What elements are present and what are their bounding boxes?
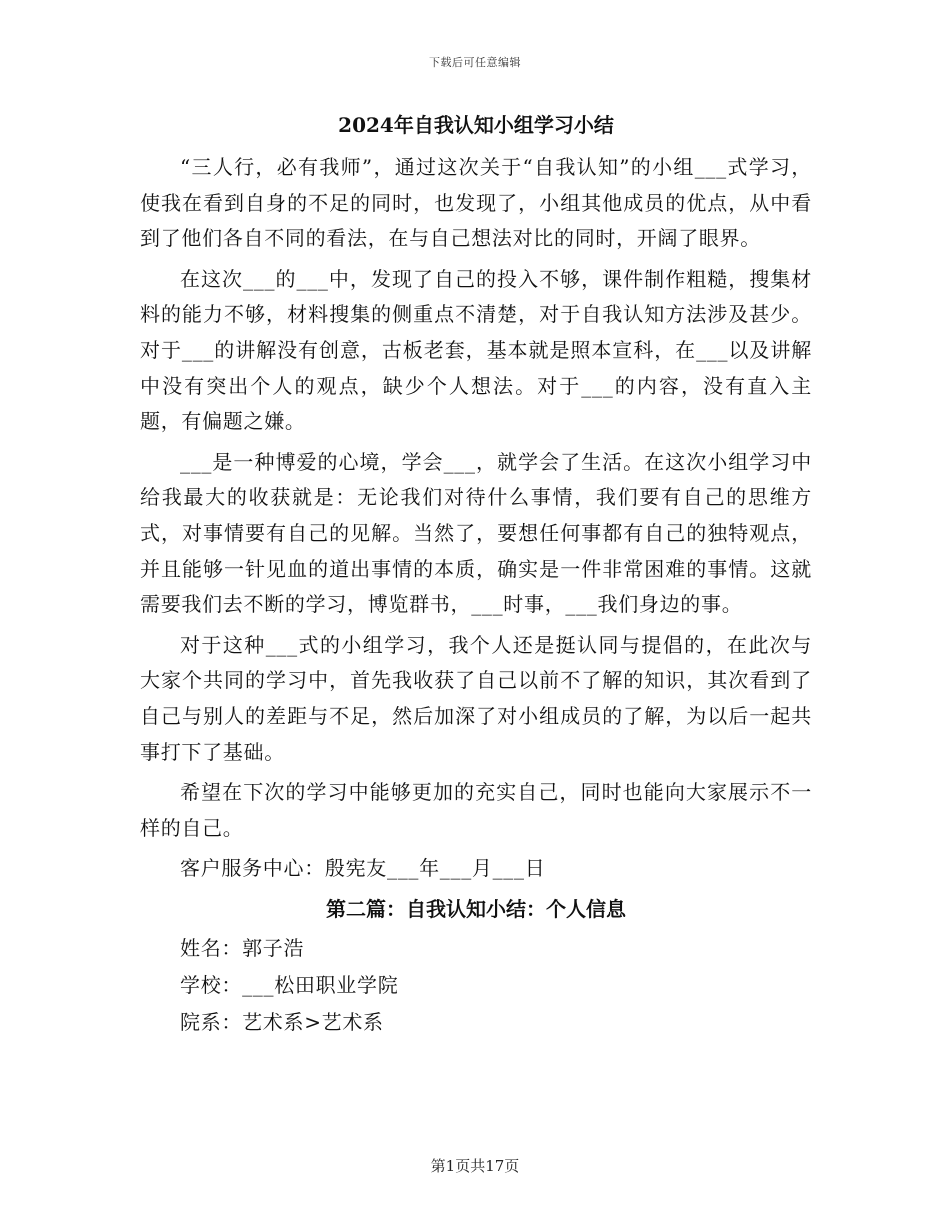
section-2-title: 第二篇：自我认知小结：个人信息 <box>326 896 626 921</box>
paragraph-5: 希望在下次的学习中能够更加的充实自己，同时也能向大家展示不一样的自己。 <box>140 780 812 840</box>
paragraph-3: ___是一种博爱的心境，学会___，就学会了生活。在这次小组学习中给我最大的收获就是：无论我们对待什么事情，我们要有自己的思维方式，对事情要有自己的见解。当然了，要想任何事都有自己的独特观点，并且能够一针见血的道出事情的本质，确实是一件非常困难的事情。这就需要我们去不断的学习，博览群书，___时事，___我们身边的事。 <box>140 449 812 617</box>
info-school: 学校：___松田职业学院 <box>180 973 399 998</box>
document-body <box>140 110 812 1043</box>
info-department: 院系：艺术系>艺术系 <box>180 1010 384 1035</box>
paragraph-1: “三人行，必有我师”，通过这次关于“自我认知”的小组___式学习，使我在看到自身的不足的同时，也发现了，小组其他成员的优点，从中看到了他们各自不同的看法，在与自己想法对比的同时，开阔了眼界。 <box>140 155 812 251</box>
paragraph-2: 在这次___的___中，发现了自己的投入不够，课件制作粗糙，搜集材料的能力不够，材料搜集的侧重点不清楚，对于自我认知方法涉及甚少。对于___的讲解没有创意，古板老套，基本就是照本宣科，在___以及讲解中没有突出个人的观点，缺少个人想法。对于___的内容，没有直入主题，有偏题之嫌。 <box>140 266 812 434</box>
page-footer: 第1页共17页 <box>430 1157 520 1175</box>
document-title: 2024年自我认知小组学习小结 <box>338 113 614 137</box>
signature-line: 客户服务中心：殷宪友___年___月___日 <box>180 856 546 881</box>
paragraph-4: 对于这种___式的小组学习，我个人还是挺认同与提倡的，在此次与大家个共同的学习中，首先我收获了自己以前不了解的知识，其次看到了自己与别人的差距与不足，然后加深了对小组成员的了解，为以后一起共事打下了基础。 <box>140 632 812 764</box>
info-name: 姓名：郭子浩 <box>180 936 305 961</box>
header-note: 下载后可任意编辑 <box>429 56 521 69</box>
